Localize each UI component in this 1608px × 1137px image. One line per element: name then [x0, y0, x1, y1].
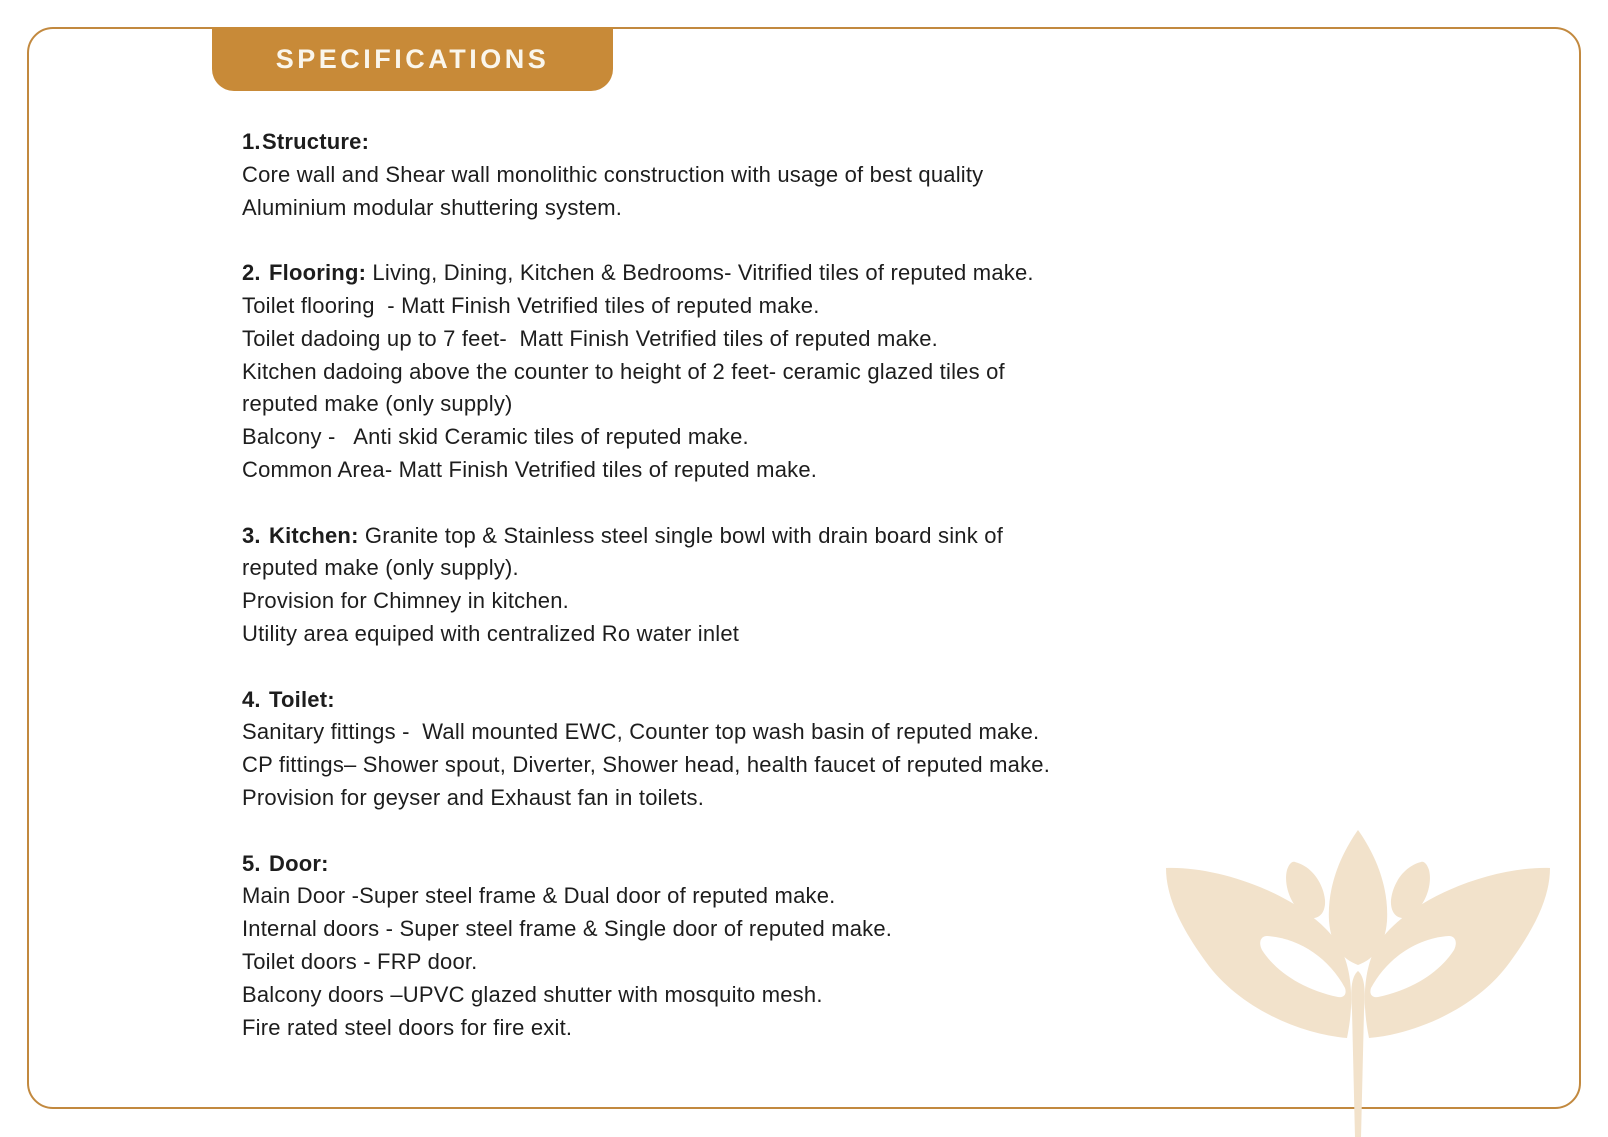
spec-section-heading — [242, 684, 1050, 717]
spec-section — [242, 257, 1050, 487]
spec-line: Internal doors - Super steel frame & Single door of reputed make. — [242, 916, 893, 942]
spec-line: Toilet flooring - Matt Finish Vetrified tiles of reputed make. — [242, 292, 820, 318]
spec-section-lines — [242, 716, 1050, 814]
spec-section — [242, 126, 1050, 224]
spec-line: Main Door -Super steel frame & Dual door of reputed make. — [242, 883, 836, 909]
spec-line: Provision for Chimney in kitchen. — [242, 588, 569, 614]
spec-section-heading — [242, 520, 1050, 553]
spec-section — [242, 848, 1050, 1045]
spec-section-title: Toilet: — [269, 686, 335, 712]
spec-section-lines — [242, 552, 1050, 650]
spec-section-title: Flooring: — [269, 260, 367, 286]
spec-line: Toilet dadoing up to 7 feet- Matt Finish Vetrified tiles of reputed make. — [242, 325, 938, 351]
spec-section-heading-text: Granite top & Stainless steel single bowl with drain board sink of — [358, 522, 1004, 548]
spec-line: Fire rated steel doors for fire exit. — [242, 1014, 573, 1040]
spec-section — [242, 684, 1050, 815]
spec-line: CP fittings– Shower spout, Diverter, Shower head, health faucet of reputed make. — [242, 752, 1051, 778]
spec-line: reputed make (only supply) — [242, 391, 513, 417]
spec-section-title: Door: — [269, 850, 329, 876]
spec-section — [242, 520, 1050, 651]
spec-section-heading — [242, 126, 1050, 159]
specifications-list — [242, 126, 1050, 1044]
spec-line: reputed make (only supply). — [242, 555, 519, 581]
spec-section-title: Structure: — [262, 129, 370, 154]
spec-section-lines — [242, 290, 1050, 487]
spec-line: Toilet doors - FRP door. — [242, 948, 478, 974]
spec-section-number: 1. — [242, 129, 261, 154]
page-title: SPECIFICATIONS — [275, 43, 550, 74]
spec-line: Kitchen dadoing above the counter to height of 2 feet- ceramic glazed tiles of — [242, 358, 1005, 384]
spec-section-heading — [242, 257, 1050, 290]
spec-line: Sanitary fittings - Wall mounted EWC, Counter top wash basin of reputed make. — [242, 719, 1040, 745]
spec-section-number: 3. — [242, 522, 261, 548]
spec-section-number: 4. — [242, 686, 261, 712]
flower-watermark — [1163, 826, 1555, 1137]
spec-line: Common Area- Matt Finish Vetrified tiles of reputed make. — [242, 456, 818, 482]
spec-section-lines — [242, 880, 1050, 1044]
spec-section-heading — [242, 848, 1050, 881]
spec-line: Balcony doors –UPVC glazed shutter with mosquito mesh. — [242, 981, 823, 1007]
spec-section-heading-text: Living, Dining, Kitchen & Bedrooms- Vitrified tiles of reputed make. — [366, 260, 1034, 286]
specifications-header-badge — [212, 27, 613, 91]
spec-line: Balcony - Anti skid Ceramic tiles of reputed make. — [242, 424, 749, 450]
spec-section-title: Kitchen: — [269, 522, 359, 548]
spec-line: Provision for geyser and Exhaust fan in toilets. — [242, 784, 705, 810]
spec-line: Utility area equiped with centralized Ro water inlet — [242, 620, 740, 646]
spec-section-lines — [242, 159, 1050, 225]
spec-line: Aluminium modular shuttering system. — [242, 194, 623, 220]
spec-section-number: 2. — [242, 260, 261, 286]
spec-line: Core wall and Shear wall monolithic construction with usage of best quality — [242, 161, 984, 187]
spec-section-number: 5. — [242, 850, 261, 876]
